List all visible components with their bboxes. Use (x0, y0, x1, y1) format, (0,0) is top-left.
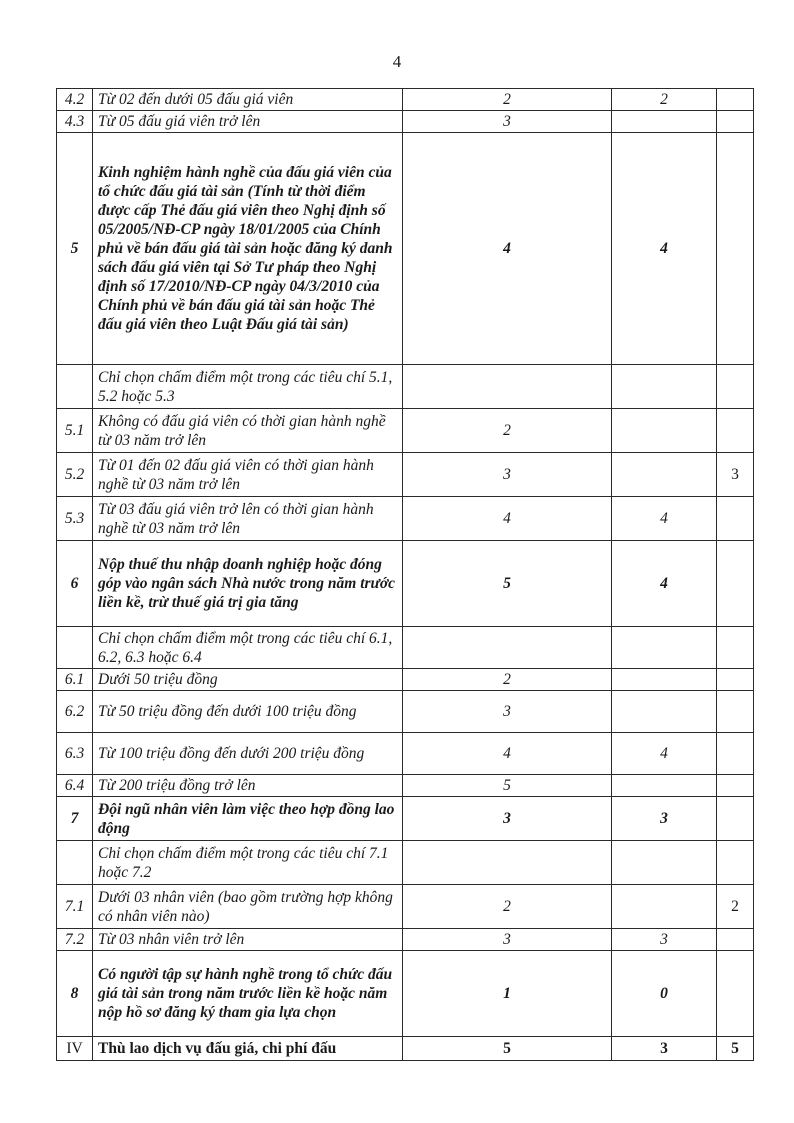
criterion-description: Đội ngũ nhân viên làm việc theo hợp đồng lao động (93, 797, 403, 841)
group-score (717, 841, 754, 885)
criterion-description: Dưới 03 nhân viên (bao gồm trường hợp không có nhân viên nào) (93, 885, 403, 929)
table-row (57, 133, 754, 365)
criterion-description: Nộp thuế thu nhập doanh nghiệp hoặc đóng góp vào ngân sách Nhà nước trong năm trước liền kề, trừ thuế giá trị gia tăng (93, 541, 403, 627)
table-row (57, 497, 754, 541)
criterion-number: 8 (57, 951, 93, 1037)
criterion-description: Từ 03 đấu giá viên trở lên có thời gian hành nghề từ 03 năm trở lên (93, 497, 403, 541)
table-row (57, 453, 754, 497)
criterion-number: 5.1 (57, 409, 93, 453)
table-row (57, 797, 754, 841)
awarded-score (612, 111, 717, 133)
criterion-description: Chỉ chọn chấm điểm một trong các tiêu chí 5.1, 5.2 hoặc 5.3 (93, 365, 403, 409)
criterion-description: Từ 03 nhân viên trở lên (93, 929, 403, 951)
group-score (717, 89, 754, 111)
criterion-description: Từ 100 triệu đồng đến dưới 200 triệu đồng (93, 733, 403, 775)
criteria-table (56, 88, 754, 1061)
criterion-number: IV (57, 1037, 93, 1061)
criterion-description: Từ 200 triệu đồng trở lên (93, 775, 403, 797)
awarded-score (612, 885, 717, 929)
awarded-score: 4 (612, 497, 717, 541)
criterion-description: Từ 50 triệu đồng đến dưới 100 triệu đồng (93, 691, 403, 733)
max-score: 2 (403, 885, 612, 929)
awarded-score (612, 409, 717, 453)
max-score: 3 (403, 453, 612, 497)
awarded-score (612, 453, 717, 497)
criterion-number: 5 (57, 133, 93, 365)
max-score: 3 (403, 797, 612, 841)
awarded-score: 3 (612, 929, 717, 951)
criterion-description: Kinh nghiệm hành nghề của đấu giá viên của tổ chức đấu giá tài sản (Tính từ thời điểm được cấp Thẻ đấu giá viên theo Nghị định số 05/2005/NĐ-CP ngày 18/01/2005 của Chính phủ về bán đấu giá tài sản hoặc đăng ký danh sách đấu giá viên tại Sở Tư pháp theo Nghị định số 17/2010/NĐ-CP ngày 04/3/2010 của Chính phủ về bán đấu giá tài sản hoặc Thẻ đấu giá viên theo Luật Đấu giá tài sản) (93, 133, 403, 365)
group-score: 2 (717, 885, 754, 929)
criterion-number (57, 365, 93, 409)
max-score: 4 (403, 733, 612, 775)
criterion-description: Không có đấu giá viên có thời gian hành nghề từ 03 năm trở lên (93, 409, 403, 453)
table-row (57, 841, 754, 885)
table-row (57, 691, 754, 733)
max-score (403, 365, 612, 409)
group-score (717, 669, 754, 691)
group-score: 3 (717, 453, 754, 497)
awarded-score (612, 627, 717, 669)
table-row (57, 733, 754, 775)
criterion-number: 4.3 (57, 111, 93, 133)
group-score (717, 497, 754, 541)
awarded-score: 4 (612, 133, 717, 365)
criterion-number: 7.2 (57, 929, 93, 951)
table-row (57, 1037, 754, 1061)
max-score: 4 (403, 133, 612, 365)
group-score (717, 133, 754, 365)
group-score (717, 627, 754, 669)
table-row (57, 365, 754, 409)
awarded-score (612, 775, 717, 797)
table-row (57, 111, 754, 133)
awarded-score: 4 (612, 733, 717, 775)
max-score: 3 (403, 691, 612, 733)
group-score (717, 111, 754, 133)
awarded-score: 0 (612, 951, 717, 1037)
page-number: 4 (392, 52, 402, 71)
max-score (403, 841, 612, 885)
criterion-number: 6.1 (57, 669, 93, 691)
table-row (57, 627, 754, 669)
max-score: 3 (403, 111, 612, 133)
criterion-number: 5.2 (57, 453, 93, 497)
table-row (57, 541, 754, 627)
criterion-description: Chỉ chọn chấm điểm một trong các tiêu chí 7.1 hoặc 7.2 (93, 841, 403, 885)
criterion-description: Từ 02 đến dưới 05 đấu giá viên (93, 89, 403, 111)
table-row (57, 929, 754, 951)
group-score (717, 951, 754, 1037)
max-score: 5 (403, 1037, 612, 1061)
group-score (717, 541, 754, 627)
table-row (57, 775, 754, 797)
max-score: 3 (403, 929, 612, 951)
table-row (57, 409, 754, 453)
group-score (717, 691, 754, 733)
criterion-number: 6.4 (57, 775, 93, 797)
criterion-number: 4.2 (57, 89, 93, 111)
group-score (717, 733, 754, 775)
group-score (717, 929, 754, 951)
criterion-number (57, 841, 93, 885)
max-score: 5 (403, 775, 612, 797)
table-row (57, 669, 754, 691)
group-score (717, 775, 754, 797)
table-row (57, 89, 754, 111)
criterion-description: Có người tập sự hành nghề trong tổ chức đấu giá tài sản trong năm trước liền kề hoặc năm nộp hồ sơ đăng ký tham gia lựa chọn (93, 951, 403, 1037)
max-score: 4 (403, 497, 612, 541)
max-score: 2 (403, 89, 612, 111)
awarded-score: 3 (612, 797, 717, 841)
max-score: 2 (403, 669, 612, 691)
max-score: 5 (403, 541, 612, 627)
group-score (717, 409, 754, 453)
criterion-description: Từ 05 đấu giá viên trở lên (93, 111, 403, 133)
max-score (403, 627, 612, 669)
table-row (57, 885, 754, 929)
awarded-score (612, 841, 717, 885)
awarded-score (612, 669, 717, 691)
awarded-score: 2 (612, 89, 717, 111)
criterion-number: 7.1 (57, 885, 93, 929)
criterion-description: Dưới 50 triệu đồng (93, 669, 403, 691)
awarded-score: 3 (612, 1037, 717, 1061)
criterion-description: Chỉ chọn chấm điểm một trong các tiêu chí 6.1, 6.2, 6.3 hoặc 6.4 (93, 627, 403, 669)
awarded-score: 4 (612, 541, 717, 627)
criterion-description: Thù lao dịch vụ đấu giá, chi phí đấu (93, 1037, 403, 1061)
group-score: 5 (717, 1037, 754, 1061)
group-score (717, 797, 754, 841)
table-row (57, 951, 754, 1037)
max-score: 2 (403, 409, 612, 453)
group-score (717, 365, 754, 409)
max-score: 1 (403, 951, 612, 1037)
criterion-description: Từ 01 đến 02 đấu giá viên có thời gian hành nghề từ 03 năm trở lên (93, 453, 403, 497)
awarded-score (612, 691, 717, 733)
criterion-number: 6.3 (57, 733, 93, 775)
criterion-number: 6.2 (57, 691, 93, 733)
criterion-number: 6 (57, 541, 93, 627)
criterion-number: 7 (57, 797, 93, 841)
criterion-number: 5.3 (57, 497, 93, 541)
criterion-number (57, 627, 93, 669)
awarded-score (612, 365, 717, 409)
